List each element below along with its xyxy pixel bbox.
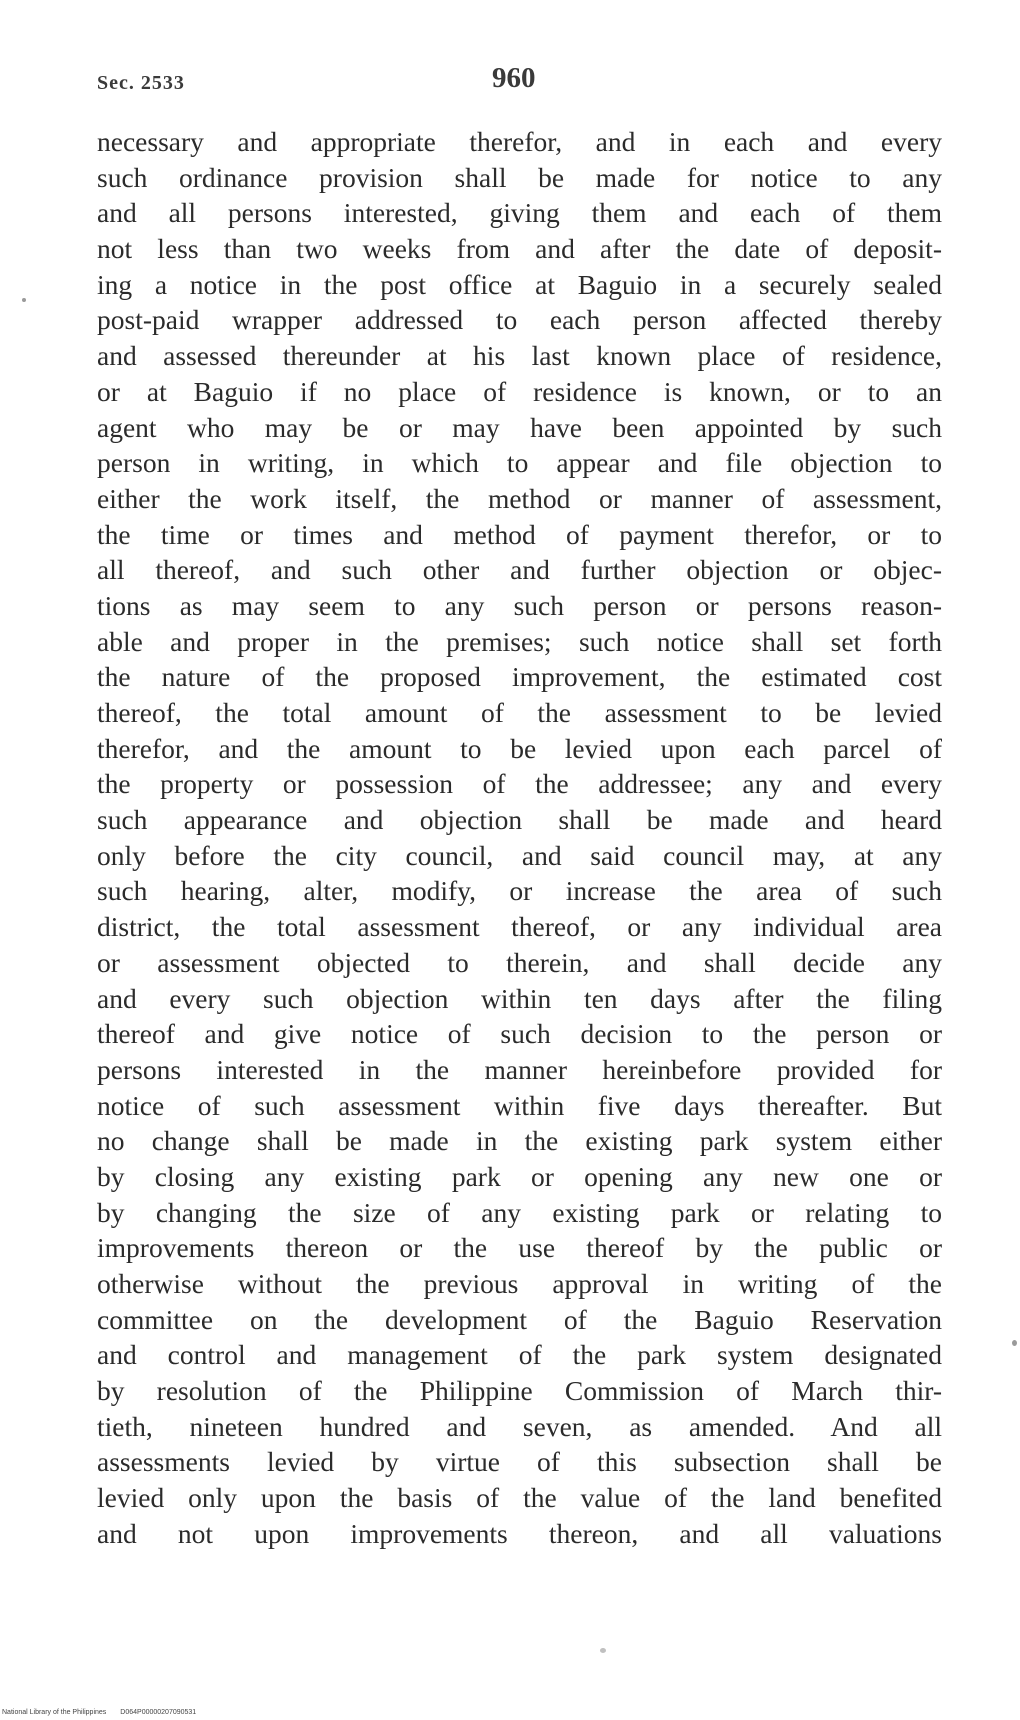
body-line: the time or times and method of payment therefor, or to (97, 518, 942, 550)
body-line: only before the city council, and said council may, at any (97, 839, 942, 871)
section-label: Sec. 2533 (97, 72, 185, 94)
scan-speck (22, 298, 26, 302)
body-line: all thereof, and such other and further objection or objec- (97, 554, 942, 586)
body-line: and all persons interested, giving them and each of them (97, 197, 942, 229)
body-text (97, 124, 942, 1552)
body-line: ing a notice in the post office at Baguio in a securely sealed (97, 268, 942, 300)
body-line: by resolution of the Philippine Commission of March thir- (97, 1375, 942, 1407)
body-line: by closing any existing park or opening any new one or (97, 1160, 942, 1192)
body-line: and every such objection within ten days after the filing (97, 982, 942, 1014)
body-line: necessary and appropriate therefor, and in each and every (97, 126, 942, 157)
body-line: by changing the size of any existing park or relating to (97, 1196, 942, 1228)
body-line: person in writing, in which to appear and file objection to (97, 447, 942, 479)
body-line: no change shall be made in the existing park system either (97, 1125, 942, 1157)
body-line: not less than two weeks from and after the date of deposit- (97, 233, 942, 265)
scan-speck (600, 1648, 606, 1653)
body-line: the nature of the proposed improvement, the estimated cost (97, 661, 942, 693)
body-line: levied only upon the basis of the value of the land benefited (97, 1482, 942, 1514)
scan-footer (2, 1709, 196, 1716)
body-line: improvements thereon or the use thereof by the public or (97, 1232, 942, 1264)
body-line: tions as may seem to any such person or persons reason- (97, 589, 942, 621)
body-line: agent who may be or may have been appointed by such (97, 411, 942, 443)
body-line: and control and management of the park system designated (97, 1339, 942, 1371)
body-line: and assessed thereunder at his last known place of residence, (97, 340, 942, 372)
body-line: either the work itself, the method or manner of assessment, (97, 482, 942, 514)
body-line: district, the total assessment thereof, or any individual area (97, 911, 942, 943)
body-line: thereof, the total amount of the assessment to be levied (97, 697, 942, 728)
body-line: such ordinance provision shall be made for notice to any (97, 161, 942, 193)
body-line: the property or possession of the addressee; any and every (97, 768, 942, 800)
body-line: thereof and give notice of such decision to the person or (97, 1018, 942, 1050)
page-number: 960 (492, 62, 536, 94)
footer-code: D064P00000207090531 (120, 1709, 197, 1716)
scan-speck (1012, 1340, 1017, 1346)
body-line: therefor, and the amount to be levied upon each parcel of (97, 732, 942, 764)
body-line: notice of such assessment within five days thereafter. But (97, 1089, 942, 1121)
body-line: and not upon improvements thereon, and all valuations (97, 1517, 942, 1549)
body-line: otherwise without the previous approval in writing of the (97, 1268, 942, 1299)
page-header (97, 62, 937, 102)
body-line: tieth, nineteen hundred and seven, as amended. And all (97, 1410, 942, 1442)
body-line: assessments levied by virtue of this subsection shall be (97, 1446, 942, 1478)
body-line: such appearance and objection shall be made and heard (97, 804, 942, 836)
body-line: able and proper in the premises; such notice shall set forth (97, 625, 942, 657)
footer-library: National Library of the Philippines (2, 1709, 107, 1716)
body-line: persons interested in the manner hereinbefore provided for (97, 1053, 942, 1085)
body-line: committee on the development of the Baguio Reservation (97, 1303, 942, 1335)
body-line: or assessment objected to therein, and shall decide any (97, 946, 942, 978)
body-line: such hearing, alter, modify, or increase the area of such (97, 875, 942, 907)
body-line: post-paid wrapper addressed to each person affected thereby (97, 304, 942, 336)
body-line: or at Baguio if no place of residence is known, or to an (97, 375, 942, 407)
